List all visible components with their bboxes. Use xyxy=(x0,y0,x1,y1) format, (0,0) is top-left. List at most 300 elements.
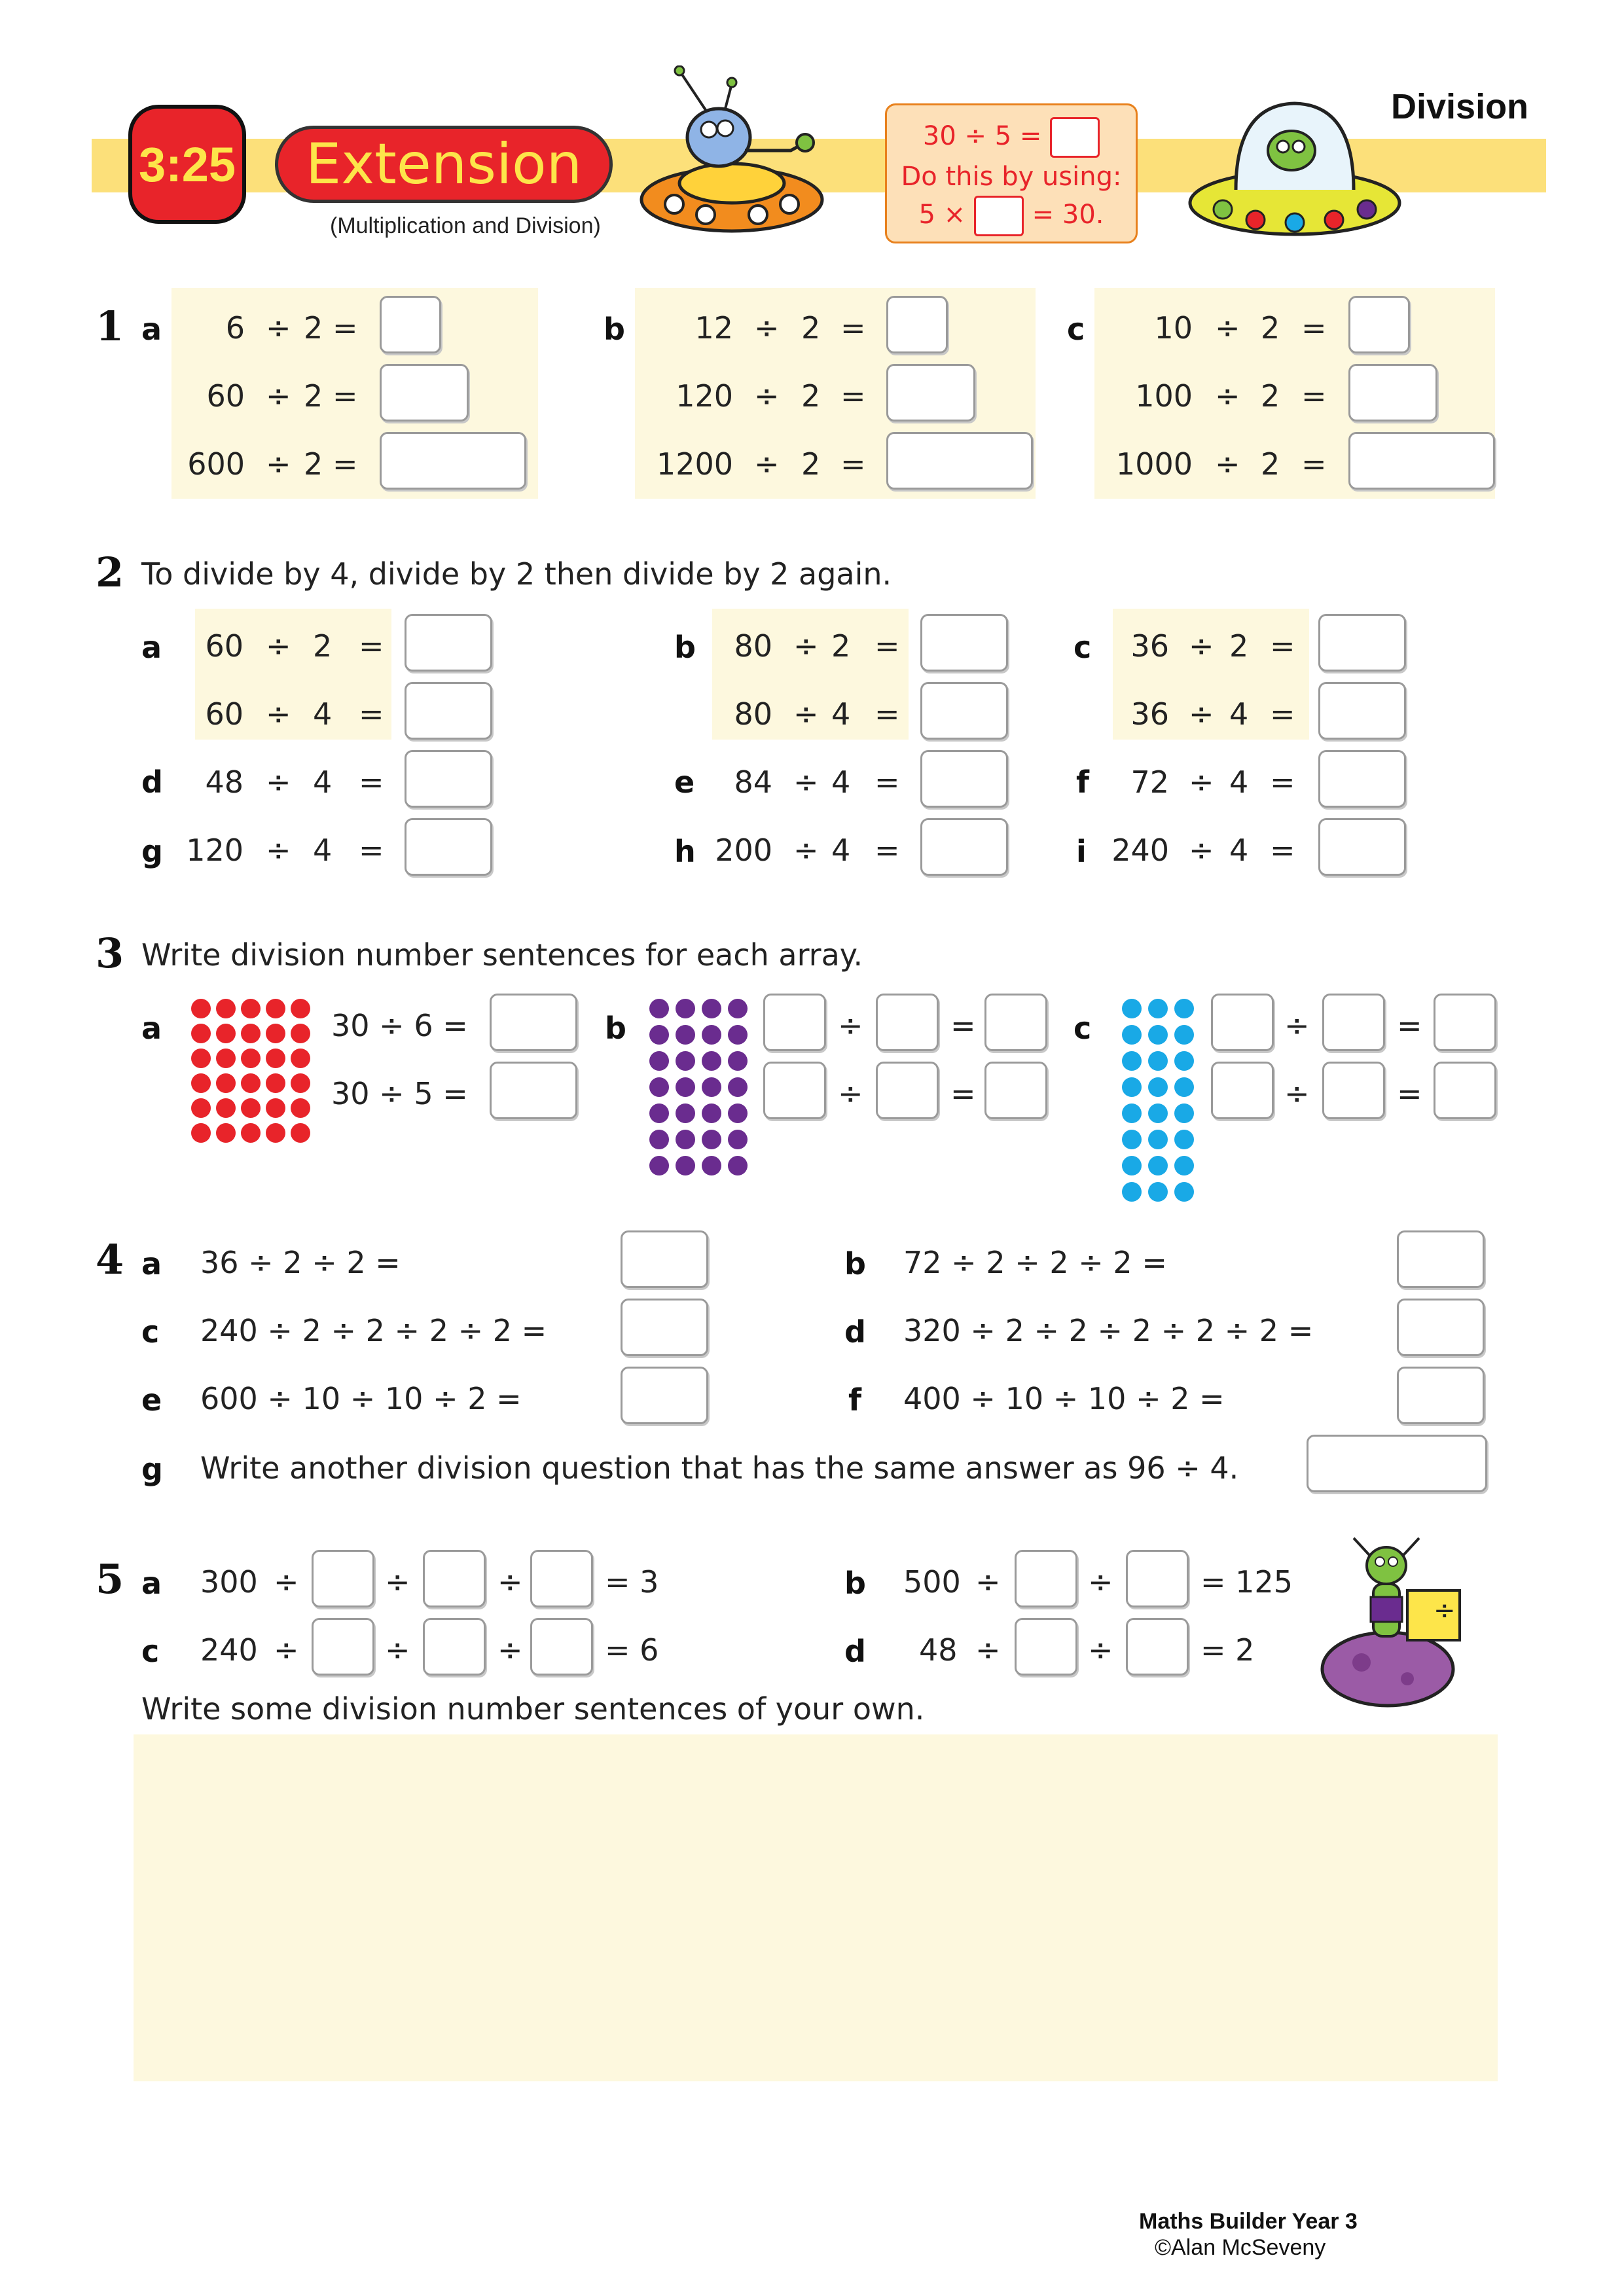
q5d-op-1: ÷ xyxy=(975,1632,1001,1668)
q2b-r2-divisor: 4 xyxy=(831,696,851,732)
own-sentences-writing-area[interactable] xyxy=(134,1734,1498,2081)
q2b-r1-dividend: 80 xyxy=(734,628,772,664)
q2b-label: b xyxy=(674,630,696,665)
q3-instruction: Write division number sentences for each array. xyxy=(141,937,863,973)
q2e-eq: = xyxy=(875,764,900,800)
q1b-r2-answer-box[interactable] xyxy=(886,364,975,422)
array-dot xyxy=(649,1130,669,1149)
q3c-r2-divisor-box[interactable] xyxy=(1322,1062,1385,1119)
q4c-expression: 240 ÷ 2 ÷ 2 ÷ 2 ÷ 2 = xyxy=(200,1313,547,1348)
q4e-expression: 600 ÷ 10 ÷ 10 ÷ 2 = xyxy=(200,1381,522,1416)
array-dot xyxy=(676,1077,695,1097)
array-dot xyxy=(728,1025,748,1045)
q1a-r1-op: ÷ xyxy=(266,310,291,346)
array-dot xyxy=(676,1025,695,1045)
array-dot xyxy=(1148,1156,1168,1175)
q2c-r1-answer-box[interactable] xyxy=(1318,614,1406,672)
unit-badge: 3:25 xyxy=(128,105,246,224)
array-dot xyxy=(676,999,695,1018)
q3b-r2-answer-box[interactable] xyxy=(984,1062,1047,1119)
array-dot xyxy=(291,1049,310,1068)
q2b-r1-op: ÷ xyxy=(793,628,819,664)
q5a-box-3[interactable] xyxy=(530,1550,593,1607)
hint-box xyxy=(885,103,1138,243)
array-dot xyxy=(241,1098,261,1118)
q1a-r1-eq: = xyxy=(333,310,358,346)
array-dot xyxy=(191,1049,211,1068)
q2e-label: e xyxy=(674,764,695,800)
q4c-label: c xyxy=(141,1314,160,1350)
question-2-number: 2 xyxy=(96,548,124,596)
array-dot xyxy=(1148,999,1168,1018)
q4e-label: e xyxy=(141,1382,162,1418)
q2b-r2-dividend: 80 xyxy=(734,696,772,732)
q3c-r2-op: ÷ xyxy=(1284,1076,1310,1111)
q4f-answer-box[interactable] xyxy=(1397,1367,1485,1424)
q2f-dividend: 72 xyxy=(1130,764,1169,800)
array-dot xyxy=(702,1156,721,1175)
array-dot xyxy=(676,1156,695,1175)
q2a-r2-divisor: 4 xyxy=(313,696,333,732)
q1a-r2-op: ÷ xyxy=(266,378,291,414)
q5d-result: = 2 xyxy=(1200,1632,1255,1668)
q2d-divisor: 4 xyxy=(313,764,333,800)
q5c-box-3[interactable] xyxy=(530,1618,593,1676)
q3b-r1-dividend-box[interactable] xyxy=(763,994,826,1051)
q2i-dividend: 240 xyxy=(1111,833,1169,868)
q1c-r2-dividend: 100 xyxy=(1135,378,1193,414)
q2h-eq: = xyxy=(875,833,900,868)
q2a-r2-answer-box[interactable] xyxy=(405,682,492,740)
q1a-r1-answer-box[interactable] xyxy=(380,296,441,353)
array-dot xyxy=(649,999,669,1018)
array-dot xyxy=(1122,1103,1142,1123)
q4a-expression: 36 ÷ 2 ÷ 2 = xyxy=(200,1245,401,1280)
q5a-label: a xyxy=(141,1566,162,1601)
q1b-r3-dividend: 1200 xyxy=(656,446,733,482)
q3b-r2-dividend-box[interactable] xyxy=(763,1062,826,1119)
q1c-r1-divisor: 2 xyxy=(1261,310,1280,346)
q2b-r2-op: ÷ xyxy=(793,696,819,732)
array-dot xyxy=(1122,1130,1142,1149)
q1a-r2-eq: = xyxy=(333,378,358,414)
array-dot xyxy=(1122,1025,1142,1045)
q2d-dividend: 48 xyxy=(205,764,244,800)
q1a-label: a xyxy=(141,312,162,347)
q5d-start: 48 xyxy=(919,1632,958,1668)
array-dot xyxy=(728,999,748,1018)
array-dot xyxy=(266,1123,285,1143)
alien-dome-saucer-illustration xyxy=(1183,92,1406,249)
page-subtitle: (Multiplication and Division) xyxy=(330,213,601,238)
q1b-r3-divisor: 2 xyxy=(801,446,821,482)
q2e-op: ÷ xyxy=(793,764,819,800)
array-dot xyxy=(1174,999,1194,1018)
array-dot xyxy=(676,1103,695,1123)
q2g-op: ÷ xyxy=(266,833,291,868)
q5b-label: b xyxy=(844,1566,866,1601)
q2f-divisor: 4 xyxy=(1229,764,1249,800)
q3b-r1-eq: = xyxy=(950,1008,976,1043)
array-dot xyxy=(216,1098,236,1118)
q2b-r1-divisor: 2 xyxy=(831,628,851,664)
q4g-instruction: Write another division question that has the same answer as 96 ÷ 4. xyxy=(200,1450,1239,1486)
q1c-r2-eq: = xyxy=(1301,378,1327,414)
q5b-start: 500 xyxy=(903,1564,961,1600)
array-dot xyxy=(702,999,721,1018)
q5b-op-2: ÷ xyxy=(1088,1564,1113,1600)
hint-line-2: Do this by using: xyxy=(901,162,1122,192)
array-dot xyxy=(1174,1103,1194,1123)
array-dot xyxy=(216,1049,236,1068)
q2a-label: a xyxy=(141,630,162,665)
footer-copyright: ©Alan McSeveny xyxy=(1155,2235,1326,2260)
q5-own-instruction: Write some division number sentences of your own. xyxy=(141,1691,925,1727)
q2d-label: d xyxy=(141,764,163,800)
q5b-box-2[interactable] xyxy=(1126,1550,1189,1607)
q4e-answer-box[interactable] xyxy=(621,1367,708,1424)
array-dot xyxy=(1174,1051,1194,1071)
q5d-op-2: ÷ xyxy=(1088,1632,1113,1668)
q2h-label: h xyxy=(674,834,696,869)
array-dot xyxy=(291,1024,310,1043)
array-dot xyxy=(702,1051,721,1071)
q3b-r2-divisor-box[interactable] xyxy=(876,1062,939,1119)
q3b-r1-answer-box[interactable] xyxy=(984,994,1047,1051)
q1c-r1-answer-box[interactable] xyxy=(1348,296,1410,353)
q3c-r1-dividend-box[interactable] xyxy=(1211,994,1274,1051)
q3a-answer-box-1[interactable] xyxy=(490,994,577,1051)
q2-instruction: To divide by 4, divide by 2 then divide by 2 again. xyxy=(141,556,892,592)
q5c-label: c xyxy=(141,1634,160,1669)
q1c-r2-answer-box[interactable] xyxy=(1348,364,1437,422)
array-dot xyxy=(266,1049,285,1068)
sign-division-symbol: ÷ xyxy=(1434,1596,1456,1626)
q2e-answer-box[interactable] xyxy=(920,750,1008,808)
q1b-r1-divisor: 2 xyxy=(801,310,821,346)
array-dot xyxy=(216,1123,236,1143)
q2h-answer-box[interactable] xyxy=(920,818,1008,876)
array-dot xyxy=(649,1025,669,1045)
q3b-r1-divisor-box[interactable] xyxy=(876,994,939,1051)
array-dot xyxy=(1174,1182,1194,1202)
array-dot xyxy=(649,1077,669,1097)
q5b-box-1[interactable] xyxy=(1015,1550,1077,1607)
q5a-start: 300 xyxy=(200,1564,258,1600)
q5a-op-2: ÷ xyxy=(385,1564,410,1600)
q2a-r1-divisor: 2 xyxy=(313,628,333,664)
q2c-r1-dividend: 36 xyxy=(1130,628,1169,664)
q5b-op-1: ÷ xyxy=(975,1564,1001,1600)
array-dot xyxy=(1122,999,1142,1018)
array-dot xyxy=(728,1103,748,1123)
q1c-r1-op: ÷ xyxy=(1215,310,1240,346)
q5a-box-1[interactable] xyxy=(312,1550,374,1607)
array-dot xyxy=(291,1098,310,1118)
q2a-r1-op: ÷ xyxy=(266,628,291,664)
q3a-answer-box-2[interactable] xyxy=(490,1062,577,1119)
q1c-r3-answer-box[interactable] xyxy=(1348,432,1495,490)
q2g-divisor: 4 xyxy=(313,833,333,868)
q2i-answer-box[interactable] xyxy=(1318,818,1406,876)
array-dot xyxy=(649,1051,669,1071)
array-dot xyxy=(728,1156,748,1175)
array-dot xyxy=(676,1051,695,1071)
q1a-r3-op: ÷ xyxy=(266,446,291,482)
array-dot xyxy=(1148,1182,1168,1202)
q2a-r1-answer-box[interactable] xyxy=(405,614,492,672)
q2b-r2-answer-box[interactable] xyxy=(920,682,1008,740)
q1c-r3-op: ÷ xyxy=(1215,446,1240,482)
q2c-r1-op: ÷ xyxy=(1189,628,1214,664)
q3b-r2-op: ÷ xyxy=(838,1076,863,1111)
q3c-label: c xyxy=(1074,1011,1092,1046)
q1a-r2-divisor: 2 xyxy=(304,378,323,414)
q4a-label: a xyxy=(141,1246,162,1282)
array-dot xyxy=(1148,1103,1168,1123)
q4a-answer-box[interactable] xyxy=(621,1230,708,1288)
q1c-r3-eq: = xyxy=(1301,446,1327,482)
q2c-r2-divisor: 4 xyxy=(1229,696,1249,732)
q1b-r2-op: ÷ xyxy=(754,378,780,414)
q1b-r2-eq: = xyxy=(840,378,866,414)
q2e-dividend: 84 xyxy=(734,764,772,800)
q4b-expression: 72 ÷ 2 ÷ 2 ÷ 2 = xyxy=(903,1245,1167,1280)
q2b-r2-eq: = xyxy=(875,696,900,732)
array-dot xyxy=(1122,1077,1142,1097)
q4d-expression: 320 ÷ 2 ÷ 2 ÷ 2 ÷ 2 ÷ 2 = xyxy=(903,1313,1314,1348)
array-dot xyxy=(702,1077,721,1097)
q2c-r2-op: ÷ xyxy=(1189,696,1214,732)
q2g-eq: = xyxy=(359,833,384,868)
array-dot xyxy=(216,1073,236,1093)
q1c-r2-op: ÷ xyxy=(1215,378,1240,414)
question-3-number: 3 xyxy=(96,929,124,977)
array-dot xyxy=(702,1103,721,1123)
q5a-box-2[interactable] xyxy=(423,1550,486,1607)
page-title: Extension xyxy=(275,126,613,203)
array-dot xyxy=(216,999,236,1018)
q2f-eq: = xyxy=(1270,764,1295,800)
q3c-r1-divisor-box[interactable] xyxy=(1322,994,1385,1051)
q1b-r1-eq: = xyxy=(840,310,866,346)
array-dot xyxy=(191,1123,211,1143)
alien-saucer-illustration xyxy=(634,65,830,249)
array-dot xyxy=(1174,1025,1194,1045)
array-dot xyxy=(266,999,285,1018)
array-dot xyxy=(266,1024,285,1043)
array-dot xyxy=(1174,1156,1194,1175)
array-dot xyxy=(1148,1051,1168,1071)
array-dot xyxy=(649,1156,669,1175)
array-dot xyxy=(702,1025,721,1045)
q4b-answer-box[interactable] xyxy=(1397,1230,1485,1288)
array-dot xyxy=(241,1024,261,1043)
q2i-op: ÷ xyxy=(1189,833,1214,868)
q2d-answer-box[interactable] xyxy=(405,750,492,808)
q4c-answer-box[interactable] xyxy=(621,1299,708,1356)
q2i-label: i xyxy=(1076,834,1087,869)
array-dot xyxy=(216,1024,236,1043)
q2c-r2-eq: = xyxy=(1270,696,1295,732)
array-dot xyxy=(241,1123,261,1143)
array-dot xyxy=(1122,1051,1142,1071)
array-dot xyxy=(1148,1130,1168,1149)
array-dot xyxy=(241,1073,261,1093)
question-1-number: 1 xyxy=(96,302,124,350)
q1a-r1-divisor: 2 xyxy=(304,310,323,346)
q1b-r3-op: ÷ xyxy=(754,446,780,482)
footer-book-title: Maths Builder Year 3 xyxy=(1139,2209,1358,2234)
q2a-r2-eq: = xyxy=(359,696,384,732)
q2g-dividend: 120 xyxy=(186,833,244,868)
question-5-number: 5 xyxy=(96,1555,124,1603)
q5a-op-3: ÷ xyxy=(497,1564,523,1600)
q2c-r2-answer-box[interactable] xyxy=(1318,682,1406,740)
array-dot xyxy=(702,1130,721,1149)
q1b-r3-answer-box[interactable] xyxy=(886,432,1033,490)
q5d-box-2[interactable] xyxy=(1126,1618,1189,1676)
q2f-label: f xyxy=(1076,764,1090,800)
array-dot xyxy=(1122,1182,1142,1202)
q1b-r1-answer-box[interactable] xyxy=(886,296,948,353)
q2h-dividend: 200 xyxy=(715,833,772,868)
q2a-r1-dividend: 60 xyxy=(205,628,244,664)
q4b-label: b xyxy=(844,1246,866,1282)
array-dot xyxy=(676,1130,695,1149)
q2a-r2-dividend: 60 xyxy=(205,696,244,732)
array-dot xyxy=(266,1073,285,1093)
q2d-eq: = xyxy=(359,764,384,800)
q5c-op-1: ÷ xyxy=(274,1632,299,1668)
q5c-result: = 6 xyxy=(605,1632,659,1668)
array-dot xyxy=(266,1098,285,1118)
array-dot xyxy=(191,1073,211,1093)
q3a-label: a xyxy=(141,1011,162,1046)
q3c-r1-op: ÷ xyxy=(1284,1008,1310,1043)
q2g-answer-box[interactable] xyxy=(405,818,492,876)
array-dot xyxy=(241,1049,261,1068)
q4d-answer-box[interactable] xyxy=(1397,1299,1485,1356)
q1a-r3-answer-box[interactable] xyxy=(380,432,526,490)
q4d-label: d xyxy=(844,1314,866,1350)
array-dot xyxy=(291,1123,310,1143)
q1a-r1-dividend: 6 xyxy=(225,310,245,346)
hint-answer-box[interactable] xyxy=(1050,117,1100,158)
q3a-sentence-2: 30 ÷ 5 = xyxy=(331,1076,468,1111)
q2g-label: g xyxy=(141,834,163,869)
question-4-number: 4 xyxy=(96,1236,124,1283)
q3b-r1-op: ÷ xyxy=(838,1008,863,1043)
q1c-r1-dividend: 10 xyxy=(1154,310,1193,346)
q4f-expression: 400 ÷ 10 ÷ 10 ÷ 2 = xyxy=(903,1381,1225,1416)
q2b-r1-eq: = xyxy=(875,628,900,664)
q1a-r3-divisor: 2 xyxy=(304,446,323,482)
q3c-r1-answer-box[interactable] xyxy=(1434,994,1496,1051)
q5c-box-1[interactable] xyxy=(312,1618,374,1676)
q1c-r1-eq: = xyxy=(1301,310,1327,346)
q2h-op: ÷ xyxy=(793,833,819,868)
q2f-answer-box[interactable] xyxy=(1318,750,1406,808)
q1b-r3-eq: = xyxy=(840,446,866,482)
q2c-r1-divisor: 2 xyxy=(1229,628,1249,664)
q2h-divisor: 4 xyxy=(831,833,851,868)
q5c-op-2: ÷ xyxy=(385,1632,410,1668)
q1a-r2-dividend: 60 xyxy=(206,378,245,414)
q5a-op-1: ÷ xyxy=(274,1564,299,1600)
q5c-op-3: ÷ xyxy=(497,1632,523,1668)
q5c-start: 240 xyxy=(200,1632,258,1668)
array-dot xyxy=(191,1024,211,1043)
array-dot xyxy=(291,999,310,1018)
q3b-label: b xyxy=(605,1011,626,1046)
q1a-r3-eq: = xyxy=(333,446,358,482)
array-dot xyxy=(191,999,211,1018)
array-dot xyxy=(291,1073,310,1093)
q1c-r2-divisor: 2 xyxy=(1261,378,1280,414)
q2c-r2-dividend: 36 xyxy=(1130,696,1169,732)
q3c-r1-eq: = xyxy=(1397,1008,1422,1043)
q3c-r2-answer-box[interactable] xyxy=(1434,1062,1496,1119)
q5d-box-1[interactable] xyxy=(1015,1618,1077,1676)
q5a-result: = 3 xyxy=(605,1564,659,1600)
q4g-label: g xyxy=(141,1452,163,1487)
array-dot xyxy=(649,1103,669,1123)
q3b-r2-eq: = xyxy=(950,1076,976,1111)
q3c-r2-eq: = xyxy=(1397,1076,1422,1111)
q5c-box-2[interactable] xyxy=(423,1618,486,1676)
q2d-op: ÷ xyxy=(266,764,291,800)
q1a-r3-dividend: 600 xyxy=(187,446,245,482)
q3a-sentence-1: 30 ÷ 6 = xyxy=(331,1008,468,1043)
q1a-r2-answer-box[interactable] xyxy=(380,364,469,422)
q1c-r3-divisor: 2 xyxy=(1261,446,1280,482)
q1c-r3-dividend: 1000 xyxy=(1115,446,1193,482)
hint-line-3a: 5 × xyxy=(918,200,966,230)
q2i-eq: = xyxy=(1270,833,1295,868)
q2a-r1-eq: = xyxy=(359,628,384,664)
q4g-answer-box[interactable] xyxy=(1307,1435,1487,1492)
array-dot xyxy=(1148,1025,1168,1045)
q2a-r2-op: ÷ xyxy=(266,696,291,732)
array-dot xyxy=(1174,1130,1194,1149)
array-dot xyxy=(1148,1077,1168,1097)
array-dot xyxy=(728,1051,748,1071)
array-dot xyxy=(1174,1077,1194,1097)
q1b-r2-dividend: 120 xyxy=(676,378,733,414)
hint-line-3b: = 30. xyxy=(1032,200,1104,230)
array-dot xyxy=(728,1077,748,1097)
q1c-label: c xyxy=(1067,312,1085,347)
q1b-label: b xyxy=(604,312,625,347)
hint-factor-box[interactable] xyxy=(974,196,1024,236)
topic-heading: Division xyxy=(1391,87,1529,126)
array-dot xyxy=(728,1130,748,1149)
q2c-r1-eq: = xyxy=(1270,628,1295,664)
q2c-label: c xyxy=(1074,630,1092,665)
array-dot xyxy=(241,999,261,1018)
array-dot xyxy=(191,1098,211,1118)
hint-line-1: 30 ÷ 5 = xyxy=(922,121,1042,151)
q2b-r1-answer-box[interactable] xyxy=(920,614,1008,672)
q4f-label: f xyxy=(848,1382,862,1418)
q1b-r1-dividend: 12 xyxy=(695,310,733,346)
q2e-divisor: 4 xyxy=(831,764,851,800)
q5d-label: d xyxy=(844,1634,866,1669)
q1b-r1-op: ÷ xyxy=(754,310,780,346)
q2f-op: ÷ xyxy=(1189,764,1214,800)
q3c-r2-dividend-box[interactable] xyxy=(1211,1062,1274,1119)
